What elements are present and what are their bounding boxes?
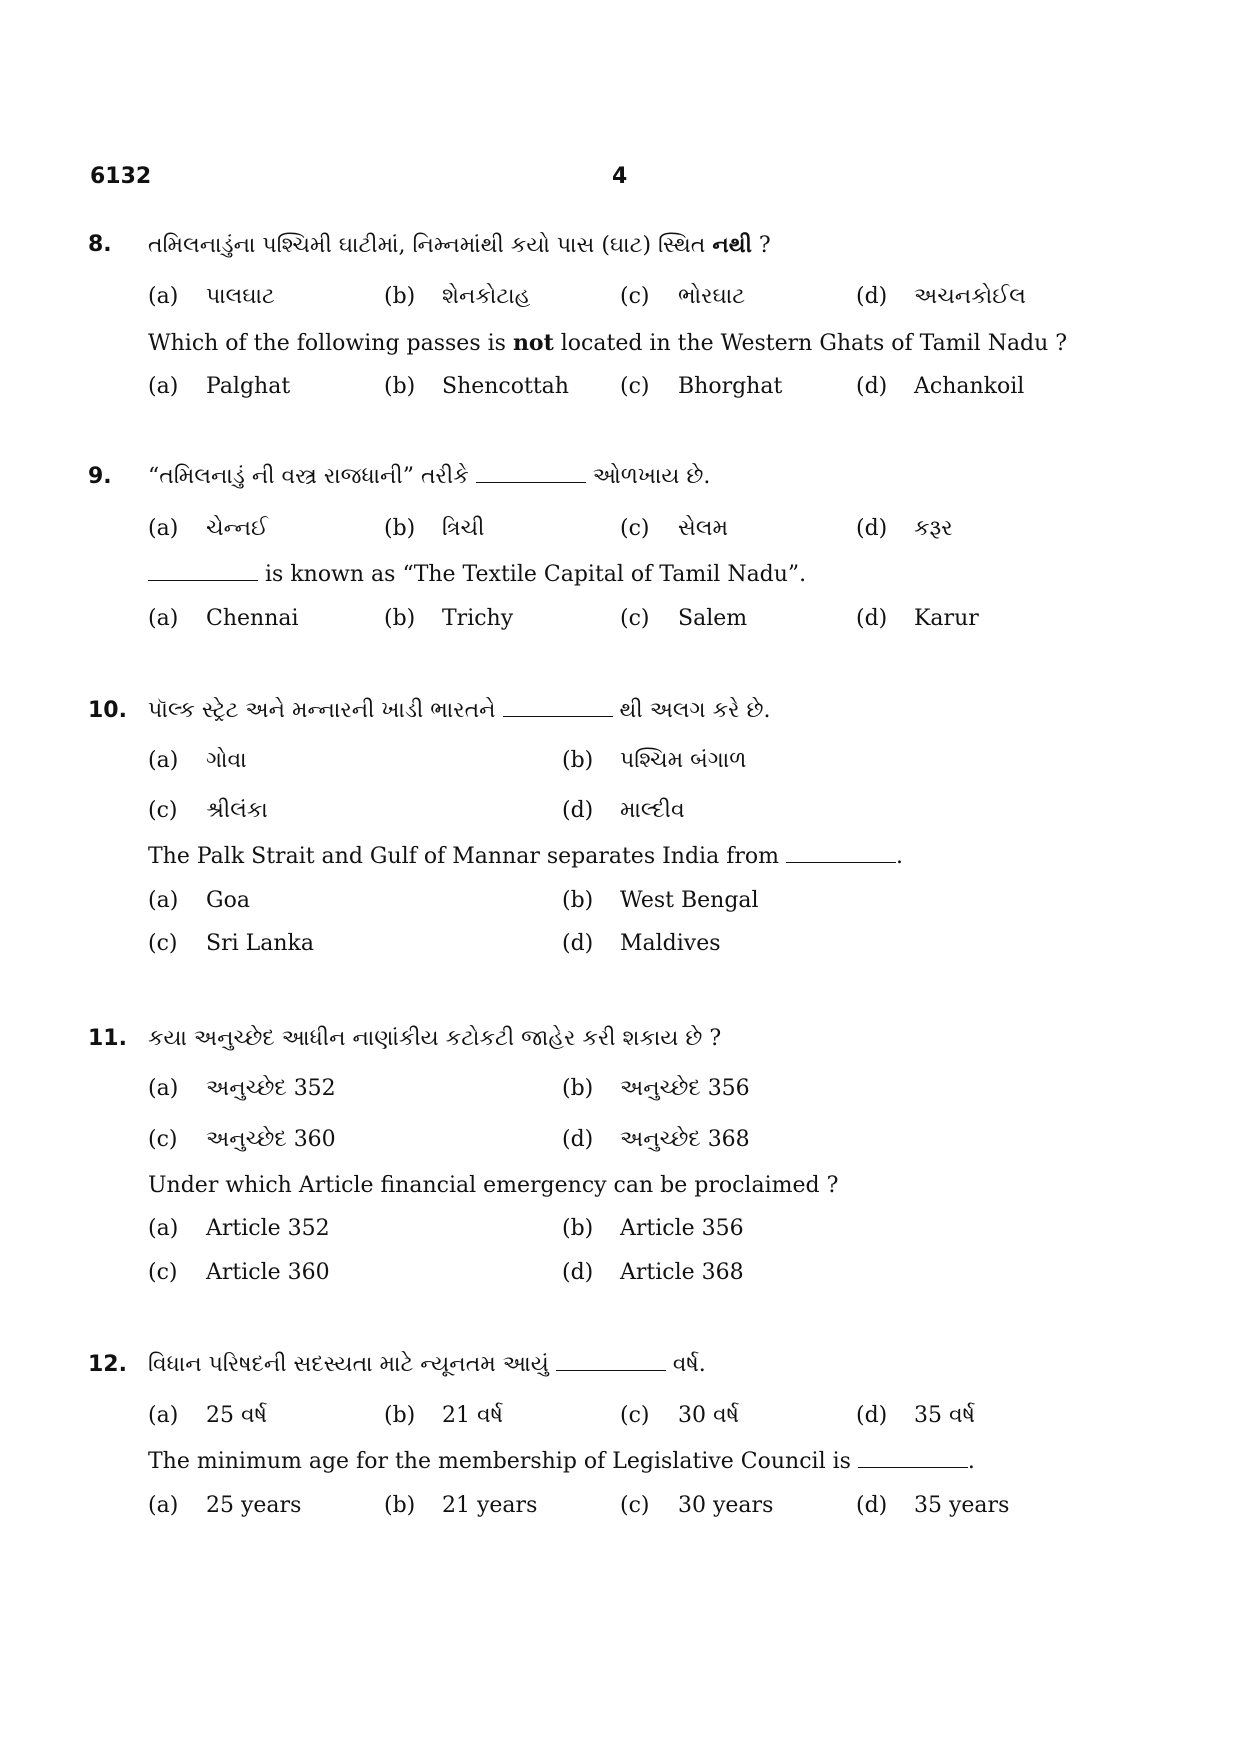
option-c-english[interactable]: (c) Sri Lanka bbox=[148, 931, 314, 956]
answer-blank bbox=[503, 698, 613, 717]
option-d-gujarati[interactable]: (d) અનુચ્છેદ 368 bbox=[562, 1127, 750, 1152]
option-b-english[interactable]: (b) 21 years bbox=[384, 1493, 538, 1518]
option-c-english[interactable]: (c) Salem bbox=[620, 606, 748, 631]
question-number: 10. bbox=[88, 698, 127, 723]
option-b-english[interactable]: (b) West Bengal bbox=[562, 888, 759, 913]
option-b-gujarati[interactable]: (b) 21 વર્ષ bbox=[384, 1403, 503, 1428]
option-b-gujarati[interactable]: (b) ત્રિચી bbox=[384, 516, 485, 541]
question-8-english-stem: Which of the following passes is not located in the Western Ghats of Tamil Nadu ? bbox=[148, 330, 1068, 356]
option-b-english[interactable]: (b) Trichy bbox=[384, 606, 514, 631]
option-a-gujarati[interactable]: (a) ગોવા bbox=[148, 748, 247, 773]
option-c-gujarati[interactable]: (c) શ્રીલંકા bbox=[148, 798, 268, 823]
option-c-gujarati[interactable]: (c) અનુચ્છેદ 360 bbox=[148, 1127, 336, 1152]
question-11-english-stem: Under which Article financial emergency can be proclaimed ? bbox=[148, 1173, 839, 1198]
option-d-english[interactable]: (d) Karur bbox=[856, 606, 979, 631]
question-number: 12. bbox=[88, 1352, 127, 1377]
answer-blank bbox=[556, 1352, 666, 1371]
answer-blank bbox=[858, 1449, 968, 1468]
option-b-gujarati[interactable]: (b) શેનકોટાહ bbox=[384, 284, 531, 309]
question-number: 11. bbox=[88, 1026, 127, 1051]
paper-code: 6132 bbox=[90, 164, 152, 189]
option-a-english[interactable]: (a) Goa bbox=[148, 888, 250, 913]
option-d-gujarati[interactable]: (d) માલ્દીવ bbox=[562, 798, 685, 823]
option-b-gujarati[interactable]: (b) અનુચ્છેદ 356 bbox=[562, 1076, 750, 1101]
option-b-english[interactable]: (b) Shencottah bbox=[384, 374, 569, 399]
exam-page: 6132 4 8. તમિલનાડુંના પશ્ચિમી ઘાટીમાં, નિમ્નમાંથી કયો પાસ (ઘાટ) સ્થિત નથી ? (a) પાલઘાટ (b) શેનકોટાહ (c) ભોરઘાટ (d) અચનકોઈલ Which of the following passes is not located in the Western Ghats of Tamil Nadu ? (a) Palghat (b) Shencottah (c) Bhorghat (d) Achankoil 9. “તમિલનાડું ની વસ્ત્ર રાજધાની” તરીકે ઓળખાય છે. (a) ચેન્નઈ (b) ત્રિચી (c) સેલમ (d) કરૂર is known as “The Textile Capital of Tamil Nadu”. (a) Chennai (b) Trichy (c) Salem (d) Karur 10. પૉલ્ક સ્ટ્રેટ અને મન્નારની ખાડી ભારતને થી અલગ કરે છે. (a) ગોવા (b) પશ્ચિમ બંગાળ (c) શ્રીલંકા (d) માલ્દીવ The Palk Strait and Gulf of Mannar separates India from . (a) Goa (b) West Bengal (c) Sri Lanka (d) Maldives 11. કયા અનુચ્છેદ આધીન નાણાંકીય કટોકટી જાહેર કરી શકાય છે ? (a) અનુચ્છેદ 352 (b) અનુચ્છેદ 356 (c) અનુચ્છેદ 360 (d) અનુચ્છેદ 368 Under which Article financial emergency can be proclaimed ? (a) Article 352 (b) Article 356 (c) Article 360 (d) Article 368 12. વિધાન પરિષદની સદસ્યતા માટે ન્યૂનતમ આયું વર્ષ. (a) 25 વર્ષ (b) 21 વર્ષ (c) 30 વર્ષ (d) 35 વર્ષ The minimum age for the membership of Legislative Council is . (a) 25 years (b) 21 years (c) 30 years (d) 35 years bbox=[0, 0, 1240, 1755]
answer-blank bbox=[148, 562, 258, 581]
option-a-gujarati[interactable]: (a) ચેન્નઈ bbox=[148, 516, 268, 541]
option-d-gujarati[interactable]: (d) અચનકોઈલ bbox=[856, 284, 1026, 309]
page-number: 4 bbox=[612, 164, 628, 189]
option-d-english[interactable]: (d) Maldives bbox=[562, 931, 721, 956]
option-c-english[interactable]: (c) 30 years bbox=[620, 1493, 774, 1518]
option-c-gujarati[interactable]: (c) ભોરઘાટ bbox=[620, 284, 746, 309]
question-10-english-stem: The Palk Strait and Gulf of Mannar separates India from . bbox=[148, 844, 903, 869]
question-9-english-stem: is known as “The Textile Capital of Tamil Nadu”. bbox=[148, 560, 806, 590]
option-a-gujarati[interactable]: (a) 25 વર્ષ bbox=[148, 1403, 267, 1428]
question-number: 9. bbox=[88, 464, 112, 489]
option-c-english[interactable]: (c) Article 360 bbox=[148, 1260, 330, 1285]
option-c-gujarati[interactable]: (c) સેલમ bbox=[620, 516, 728, 541]
option-d-english[interactable]: (d) 35 years bbox=[856, 1493, 1010, 1518]
question-number: 8. bbox=[88, 232, 112, 257]
option-a-english[interactable]: (a) Chennai bbox=[148, 606, 299, 631]
option-c-english[interactable]: (c) Bhorghat bbox=[620, 374, 783, 399]
option-b-gujarati[interactable]: (b) પશ્ચિમ બંગાળ bbox=[562, 748, 747, 773]
option-c-gujarati[interactable]: (c) 30 વર્ષ bbox=[620, 1403, 739, 1428]
option-a-gujarati[interactable]: (a) અનુચ્છેદ 352 bbox=[148, 1076, 336, 1101]
option-a-gujarati[interactable]: (a) પાલઘાટ bbox=[148, 284, 275, 309]
option-d-english[interactable]: (d) Achankoil bbox=[856, 374, 1025, 399]
option-a-english[interactable]: (a) Palghat bbox=[148, 374, 291, 399]
option-b-english[interactable]: (b) Article 356 bbox=[562, 1216, 744, 1241]
option-d-gujarati[interactable]: (d) 35 વર્ષ bbox=[856, 1403, 975, 1428]
option-d-english[interactable]: (d) Article 368 bbox=[562, 1260, 744, 1285]
answer-blank bbox=[476, 464, 586, 483]
option-a-english[interactable]: (a) Article 352 bbox=[148, 1216, 330, 1241]
option-a-english[interactable]: (a) 25 years bbox=[148, 1493, 302, 1518]
question-12-english-stem: The minimum age for the membership of Legislative Council is . bbox=[148, 1449, 975, 1474]
option-d-gujarati[interactable]: (d) કરૂર bbox=[856, 516, 953, 541]
answer-blank bbox=[786, 844, 896, 863]
